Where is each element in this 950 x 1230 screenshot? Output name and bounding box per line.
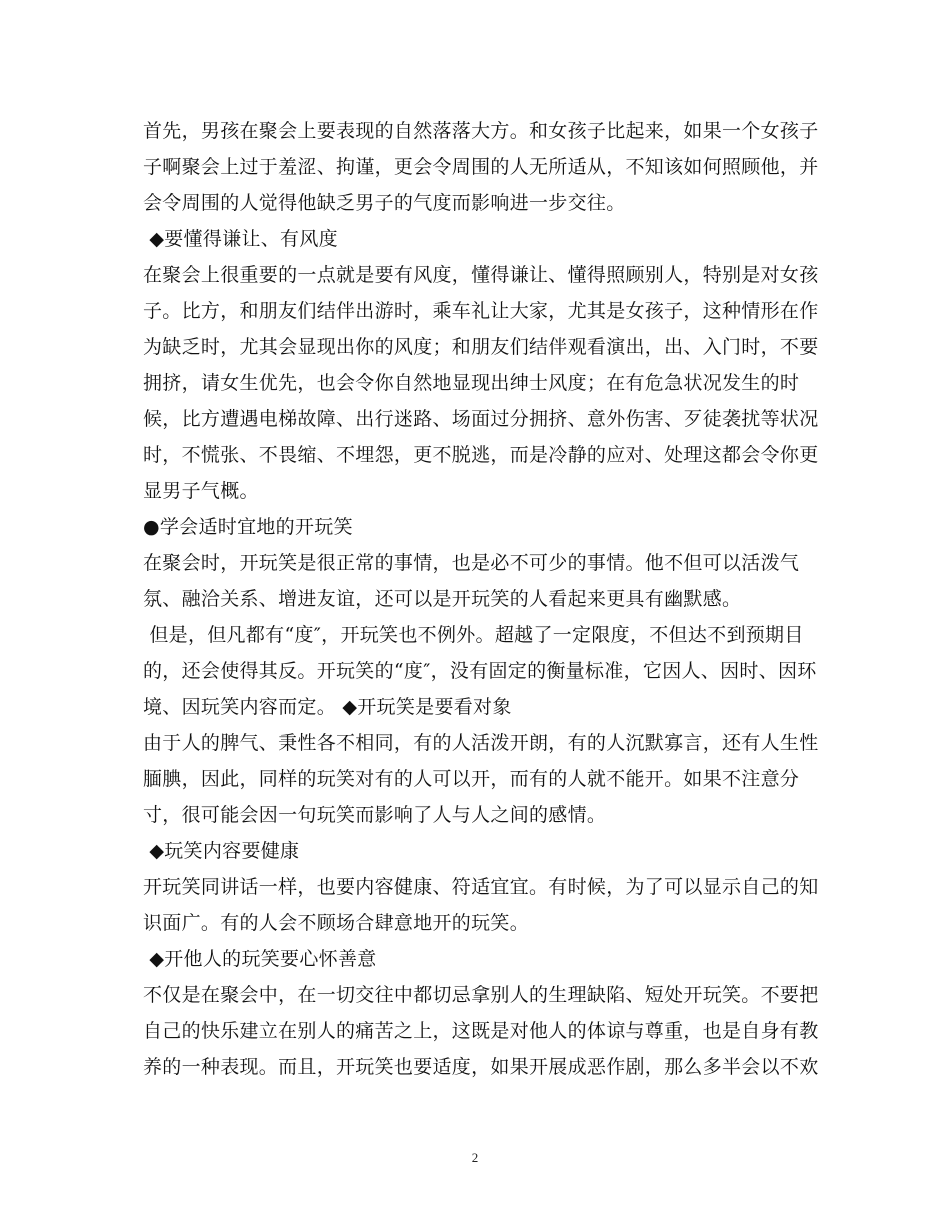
text-line: 为缺乏时，尤其会显现出你的风度；和朋友们结伴观看演出，出、入门时，不要 [143, 336, 819, 358]
text-line: 候，比方遭遇电梯故障、出行迷路、场面过分拥挤、意外伤害、歹徒袭扰等状况 [143, 408, 819, 430]
text-line: 首先，男孩在聚会上要表现的自然落落大方。和女孩子比起来，如果一个女孩子 [143, 120, 819, 142]
text-line: 在聚会上很重要的一点就是要有风度，懂得谦让、懂得照顾别人，特别是对女孩 [143, 264, 819, 286]
section-heading: ◆开他人的玩笑要心怀善意 [143, 948, 377, 970]
section-heading: ◆玩笑内容要健康 [143, 840, 300, 862]
text-line: 子。比方，和朋友们结伴出游时，乘车礼让大家，尤其是女孩子，这种情形在作 [143, 300, 819, 322]
text-line: 但是，但凡都有“度″，开玩笑也不例外。超越了一定限度，不但达不到预期目 [143, 624, 804, 646]
text-line: 时，不慌张、不畏缩、不埋怨，更不脱逃，而是冷静的应对、处理这都会令你更 [143, 444, 819, 466]
text-line: 由于人的脾气、秉性各不相同，有的人活泼开朗，有的人沉默寡言，还有人生性 [143, 732, 819, 754]
text-line: 识面广。有的人会不顾场合肆意地开的玩笑。 [143, 912, 530, 934]
text-line: 会令周围的人觉得他缺乏男子的气度而影响进一步交往。 [143, 192, 626, 214]
section-heading: ◆要懂得谦让、有风度 [143, 228, 338, 250]
text-line: 腼腆，因此，同样的玩笑对有的人可以开，而有的人就不能开。如果不注意分 [143, 768, 800, 790]
page-number: 2 [471, 1150, 479, 1165]
text-line: 的，还会使得其反。开玩笑的“度″，没有固定的衡量标准，它因人、因时、因环 [143, 660, 817, 682]
text-line: 养的一种表现。而且，开玩笑也要适度，如果开展成恶作剧，那么多半会以不欢 [143, 1056, 819, 1078]
text-line: 氛、融洽关系、增进友谊，还可以是开玩笑的人看起来更具有幽默感。 [143, 588, 742, 610]
text-line: 境、因玩笑内容而定。 ◆开玩笑是要看对象 [143, 696, 512, 718]
document-body [143, 113, 819, 1085]
text-line: 显男子气概。 [143, 480, 259, 502]
section-heading: ●学会适时宜地的开玩笑 [143, 516, 353, 538]
text-line: 不仅是在聚会中，在一切交往中都切忌拿别人的生理缺陷、短处开玩笑。不要把 [143, 984, 819, 1006]
text-line: 自己的快乐建立在别人的痛苦之上，这既是对他人的体谅与尊重，也是自身有教 [143, 1020, 819, 1042]
text-line: 寸，很可能会因一句玩笑而影响了人与人之间的感情。 [143, 804, 607, 826]
text-line: 子啊聚会上过于羞涩、拘谨，更会令周围的人无所适从，不知该如何照顾他，并 [143, 156, 819, 178]
text-line: 在聚会时，开玩笑是很正常的事情，也是必不可少的事情。他不但可以活泼气 [143, 552, 800, 574]
text-line: 开玩笑同讲话一样，也要内容健康、符适宜宜。有时候，为了可以显示自己的知 [143, 876, 819, 898]
text-line: 拥挤，请女生优先，也会令你自然地显现出绅士风度；在有危急状况发生的时 [143, 372, 800, 394]
